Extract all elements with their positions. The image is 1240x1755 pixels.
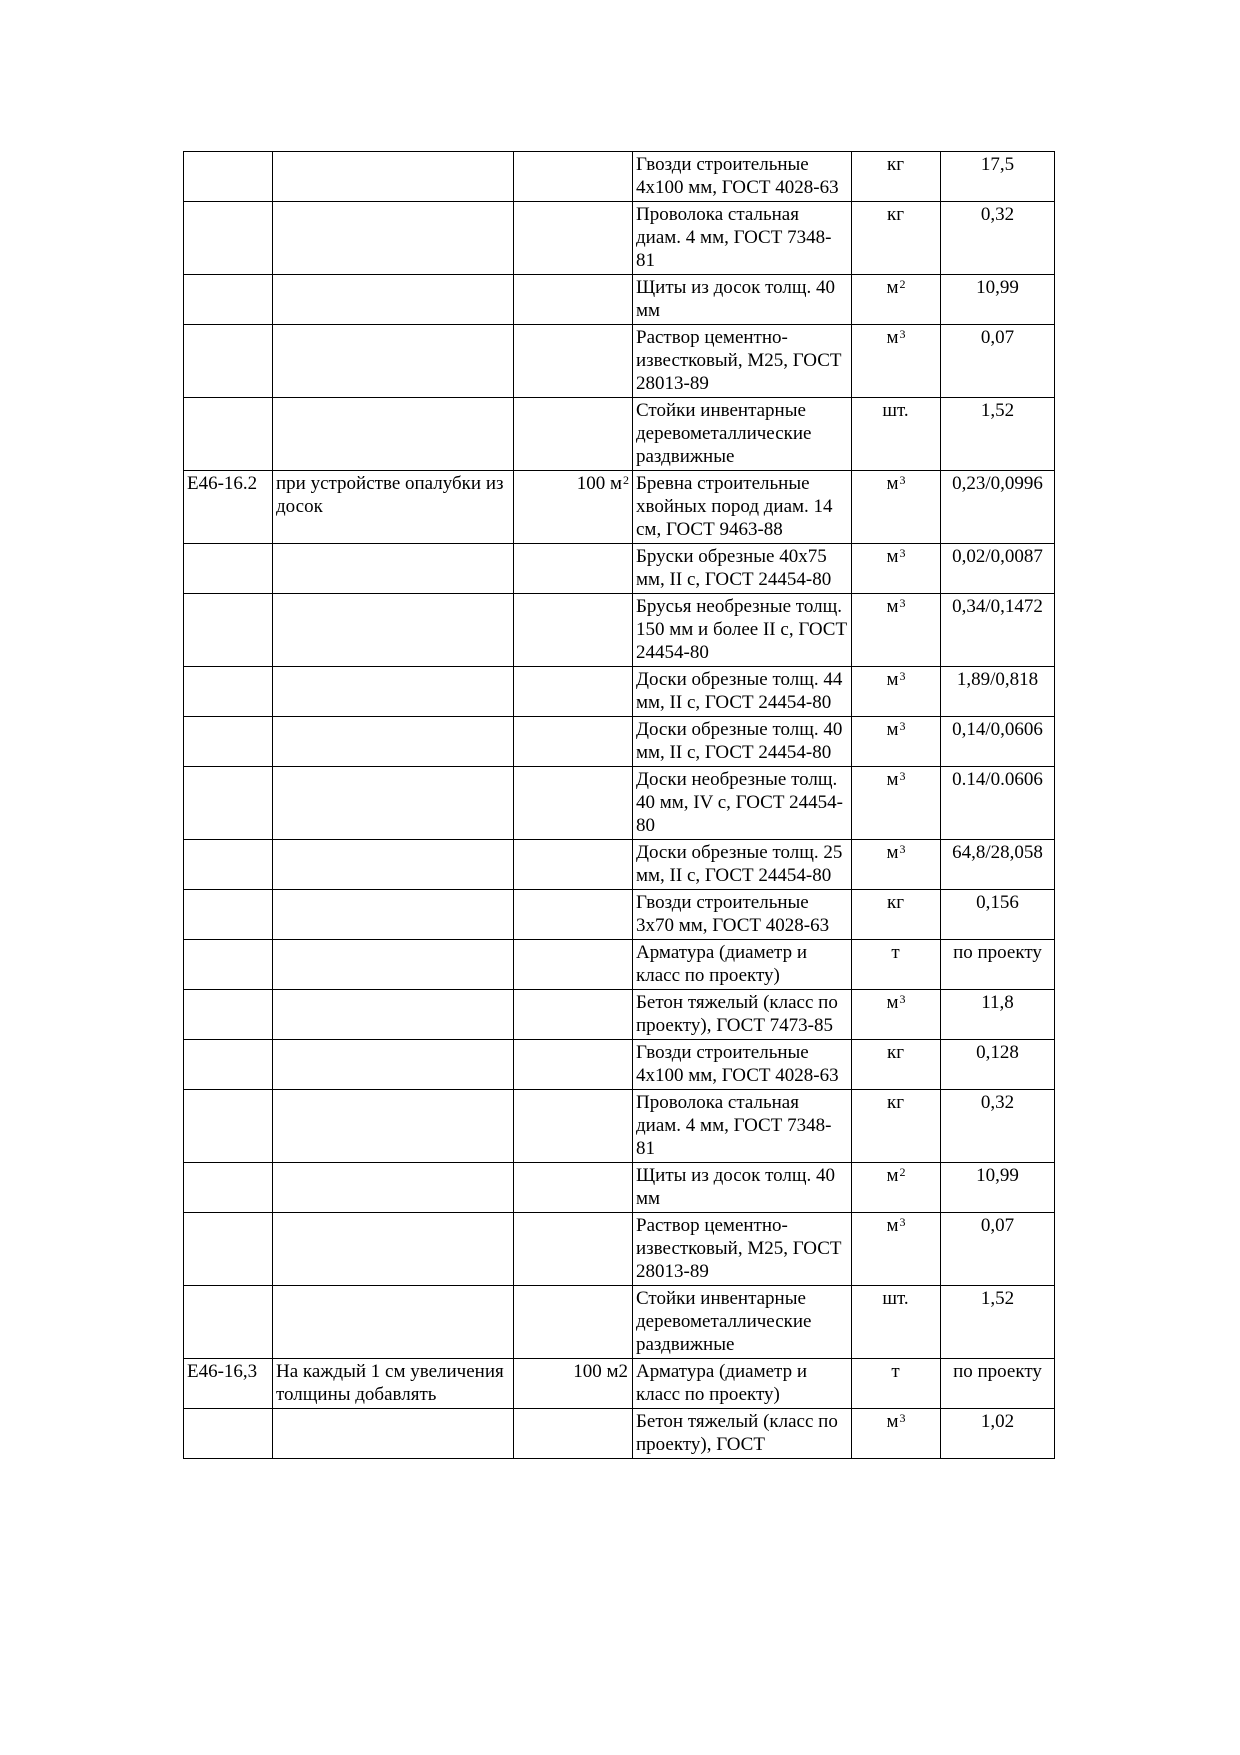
work-name-cell [273,990,514,1040]
quantity-cell: 0,128 [941,1040,1055,1090]
measure-unit-cell [514,544,633,594]
quantity-cell: 0,34/0,1472 [941,594,1055,667]
work-name-cell [273,1409,514,1459]
resource-unit-cell [852,767,941,840]
work-name-cell [273,717,514,767]
quantity-cell: 0,32 [941,1090,1055,1163]
quantity-cell: 0,156 [941,890,1055,940]
resource-name-cell: Проволока стальная диам. 4 мм, ГОСТ 7348-81 [633,202,852,275]
work-name-cell [273,1163,514,1213]
resource-name-cell: Раствор цементно-известковый, М25, ГОСТ 28013-89 [633,325,852,398]
quantity-cell: 1,02 [941,1409,1055,1459]
norm-code-cell [184,544,273,594]
resource-norms-table [183,151,1055,1459]
unit-text: м [886,769,899,790]
resource-name-cell: Бетон тяжелый (класс по проекту), ГОСТ [633,1409,852,1459]
unit-text: шт. [882,400,909,421]
unit-exponent: 2 [899,1165,906,1179]
norm-code-cell [184,667,273,717]
norm-code-cell [184,325,273,398]
norm-code-cell [184,275,273,325]
resource-name-cell: Раствор цементно-известковый, М25, ГОСТ 28013-89 [633,1213,852,1286]
resource-unit-cell [852,325,941,398]
work-name-cell [273,275,514,325]
unit-text: м [886,669,899,690]
work-name-cell [273,840,514,890]
work-name-cell [273,890,514,940]
norm-code-cell [184,1409,273,1459]
quantity-cell: 1,52 [941,1286,1055,1359]
unit-exponent: 3 [899,473,906,487]
work-name-cell [273,767,514,840]
unit-text: м [886,546,899,567]
work-name-cell [273,940,514,990]
resource-unit-cell [852,1409,941,1459]
norm-code-cell [184,940,273,990]
resource-unit-cell [852,471,941,544]
unit-text: м [886,1411,899,1432]
table-body [184,152,1055,1459]
resource-name-cell: Щиты из досок толщ. 40 мм [633,1163,852,1213]
norm-code-cell [184,890,273,940]
unit-text: м [886,596,899,617]
unit-text: шт. [882,1288,909,1309]
quantity-cell: 1,89/0,818 [941,667,1055,717]
measure-unit-cell [514,594,633,667]
resource-name-cell: Щиты из досок толщ. 40 мм [633,275,852,325]
table-row [184,1359,1055,1409]
resource-unit-cell [852,890,941,940]
resource-name-cell: Брусья необрезные толщ. 150 мм и более II с, ГОСТ 24454-80 [633,594,852,667]
unit-text: кг [886,1092,905,1113]
unit-text: кг [886,892,905,913]
resource-name-cell: Доски необрезные толщ. 40 мм, IV с, ГОСТ 24454-80 [633,767,852,840]
resource-unit-cell [852,1090,941,1163]
norm-code-cell [184,152,273,202]
resource-unit-cell [852,544,941,594]
norm-code-cell [184,1213,273,1286]
resource-unit-cell [852,1286,941,1359]
work-name-cell [273,667,514,717]
table-row [184,1040,1055,1090]
resource-unit-cell [852,1040,941,1090]
quantity-cell: 64,8/28,058 [941,840,1055,890]
table-row [184,717,1055,767]
table-row [184,767,1055,840]
unit-text: м [886,842,899,863]
measure-unit-cell [514,1286,633,1359]
resource-unit-cell [852,990,941,1040]
measure-text: 100 м [576,473,622,494]
work-name-cell [273,1286,514,1359]
unit-exponent: 3 [899,596,906,610]
table-row [184,544,1055,594]
unit-text: кг [886,204,905,225]
norm-code-cell [184,1040,273,1090]
norm-code-cell [184,202,273,275]
table-row [184,594,1055,667]
resource-unit-cell [852,398,941,471]
work-name-cell [273,1090,514,1163]
norm-code-cell [184,398,273,471]
table-row [184,325,1055,398]
unit-exponent: 2 [899,277,906,291]
work-name-cell [273,152,514,202]
quantity-cell: 0,23/0,0996 [941,471,1055,544]
resource-name-cell: Стойки инвентарные деревометаллические раздвижные [633,398,852,471]
measure-unit-cell [514,398,633,471]
measure-unit-cell [514,990,633,1040]
unit-exponent: 3 [899,669,906,683]
measure-unit-cell [514,152,633,202]
quantity-cell: 0.14/0.0606 [941,767,1055,840]
unit-exponent: 3 [899,992,906,1006]
measure-unit-cell [514,202,633,275]
work-name-cell [273,1213,514,1286]
norm-code-cell [184,717,273,767]
work-name-cell: при устройстве опалубки из досок [273,471,514,544]
resource-unit-cell [852,152,941,202]
norm-code-cell: Е46-16,3 [184,1359,273,1409]
quantity-cell: 0,02/0,0087 [941,544,1055,594]
table-row [184,398,1055,471]
resource-unit-cell [852,717,941,767]
quantity-cell: по проекту [941,940,1055,990]
unit-text: м [886,1165,899,1186]
measure-unit-cell [514,1359,633,1409]
work-name-cell [273,594,514,667]
norm-code-cell [184,990,273,1040]
resource-name-cell: Гвозди строительные 4х100 мм, ГОСТ 4028-63 [633,1040,852,1090]
unit-text: м [886,327,899,348]
measure-unit-cell [514,940,633,990]
measure-unit-cell [514,767,633,840]
measure-text: 100 м2 [573,1361,628,1382]
resource-name-cell: Арматура (диаметр и класс по проекту) [633,940,852,990]
norm-code-cell [184,1163,273,1213]
resource-unit-cell [852,1359,941,1409]
resource-unit-cell [852,840,941,890]
resource-name-cell: Гвозди строительные 3х70 мм, ГОСТ 4028-63 [633,890,852,940]
unit-exponent: 3 [899,719,906,733]
quantity-cell: 1,52 [941,398,1055,471]
resource-unit-cell [852,275,941,325]
work-name-cell [273,325,514,398]
resource-unit-cell [852,1213,941,1286]
quantity-cell: 11,8 [941,990,1055,1040]
norm-code-cell [184,840,273,890]
quantity-cell: 0,07 [941,325,1055,398]
table-row [184,1090,1055,1163]
quantity-cell: 0,14/0,0606 [941,717,1055,767]
resource-unit-cell [852,202,941,275]
norm-code-cell: Е46-16.2 [184,471,273,544]
unit-text: м [886,277,899,298]
measure-unit-cell [514,325,633,398]
measure-exponent: 2 [623,473,629,487]
measure-unit-cell [514,667,633,717]
table-row [184,1213,1055,1286]
resource-name-cell: Доски обрезные толщ. 40 мм, II с, ГОСТ 24454-80 [633,717,852,767]
norm-code-cell [184,1090,273,1163]
unit-exponent: 3 [899,769,906,783]
quantity-cell: 0,32 [941,202,1055,275]
work-name-cell [273,544,514,594]
quantity-cell: 10,99 [941,275,1055,325]
unit-text: кг [886,1042,905,1063]
table-row [184,940,1055,990]
measure-unit-cell [514,1040,633,1090]
resource-name-cell: Стойки инвентарные деревометаллические раздвижные [633,1286,852,1359]
resource-name-cell: Доски обрезные толщ. 25 мм, II с, ГОСТ 24454-80 [633,840,852,890]
measure-unit-cell [514,471,633,544]
resource-name-cell: Бруски обрезные 40х75 мм, II с, ГОСТ 24454-80 [633,544,852,594]
table-row [184,1163,1055,1213]
resource-name-cell: Бревна строительные хвойных пород диам. 14 см, ГОСТ 9463-88 [633,471,852,544]
resource-name-cell: Гвозди строительные 4х100 мм, ГОСТ 4028-63 [633,152,852,202]
table-row [184,202,1055,275]
unit-exponent: 3 [899,546,906,560]
table-row [184,990,1055,1040]
measure-unit-cell [514,1090,633,1163]
resource-name-cell: Бетон тяжелый (класс по проекту), ГОСТ 7473-85 [633,990,852,1040]
unit-exponent: 3 [899,327,906,341]
unit-text: м [886,719,899,740]
table-row [184,1409,1055,1459]
unit-exponent: 3 [899,842,906,856]
quantity-cell: по проекту [941,1359,1055,1409]
resource-name-cell: Проволока стальная диам. 4 мм, ГОСТ 7348-81 [633,1090,852,1163]
table-row [184,667,1055,717]
measure-unit-cell [514,275,633,325]
work-name-cell: На каждый 1 см увеличения толщины добавлять [273,1359,514,1409]
resource-unit-cell [852,594,941,667]
resource-unit-cell [852,940,941,990]
work-name-cell [273,202,514,275]
table-row [184,471,1055,544]
unit-exponent: 3 [899,1215,906,1229]
work-name-cell [273,398,514,471]
table-row [184,152,1055,202]
unit-text: т [891,942,900,963]
unit-text: м [886,473,899,494]
unit-exponent: 3 [899,1411,906,1425]
measure-unit-cell [514,717,633,767]
unit-text: м [886,1215,899,1236]
quantity-cell: 10,99 [941,1163,1055,1213]
measure-unit-cell [514,1409,633,1459]
quantity-cell: 17,5 [941,152,1055,202]
unit-text: т [891,1361,900,1382]
resource-name-cell: Арматура (диаметр и класс по проекту) [633,1359,852,1409]
resource-unit-cell [852,667,941,717]
table-row [184,275,1055,325]
unit-text: кг [886,154,905,175]
measure-unit-cell [514,840,633,890]
table-row [184,840,1055,890]
norm-code-cell [184,1286,273,1359]
work-name-cell [273,1040,514,1090]
resource-name-cell: Доски обрезные толщ. 44 мм, II с, ГОСТ 24454-80 [633,667,852,717]
measure-unit-cell [514,1163,633,1213]
resource-unit-cell [852,1163,941,1213]
norm-code-cell [184,767,273,840]
table-row [184,1286,1055,1359]
measure-unit-cell [514,1213,633,1286]
unit-text: м [886,992,899,1013]
measure-unit-cell [514,890,633,940]
norm-code-cell [184,594,273,667]
quantity-cell: 0,07 [941,1213,1055,1286]
table-row [184,890,1055,940]
